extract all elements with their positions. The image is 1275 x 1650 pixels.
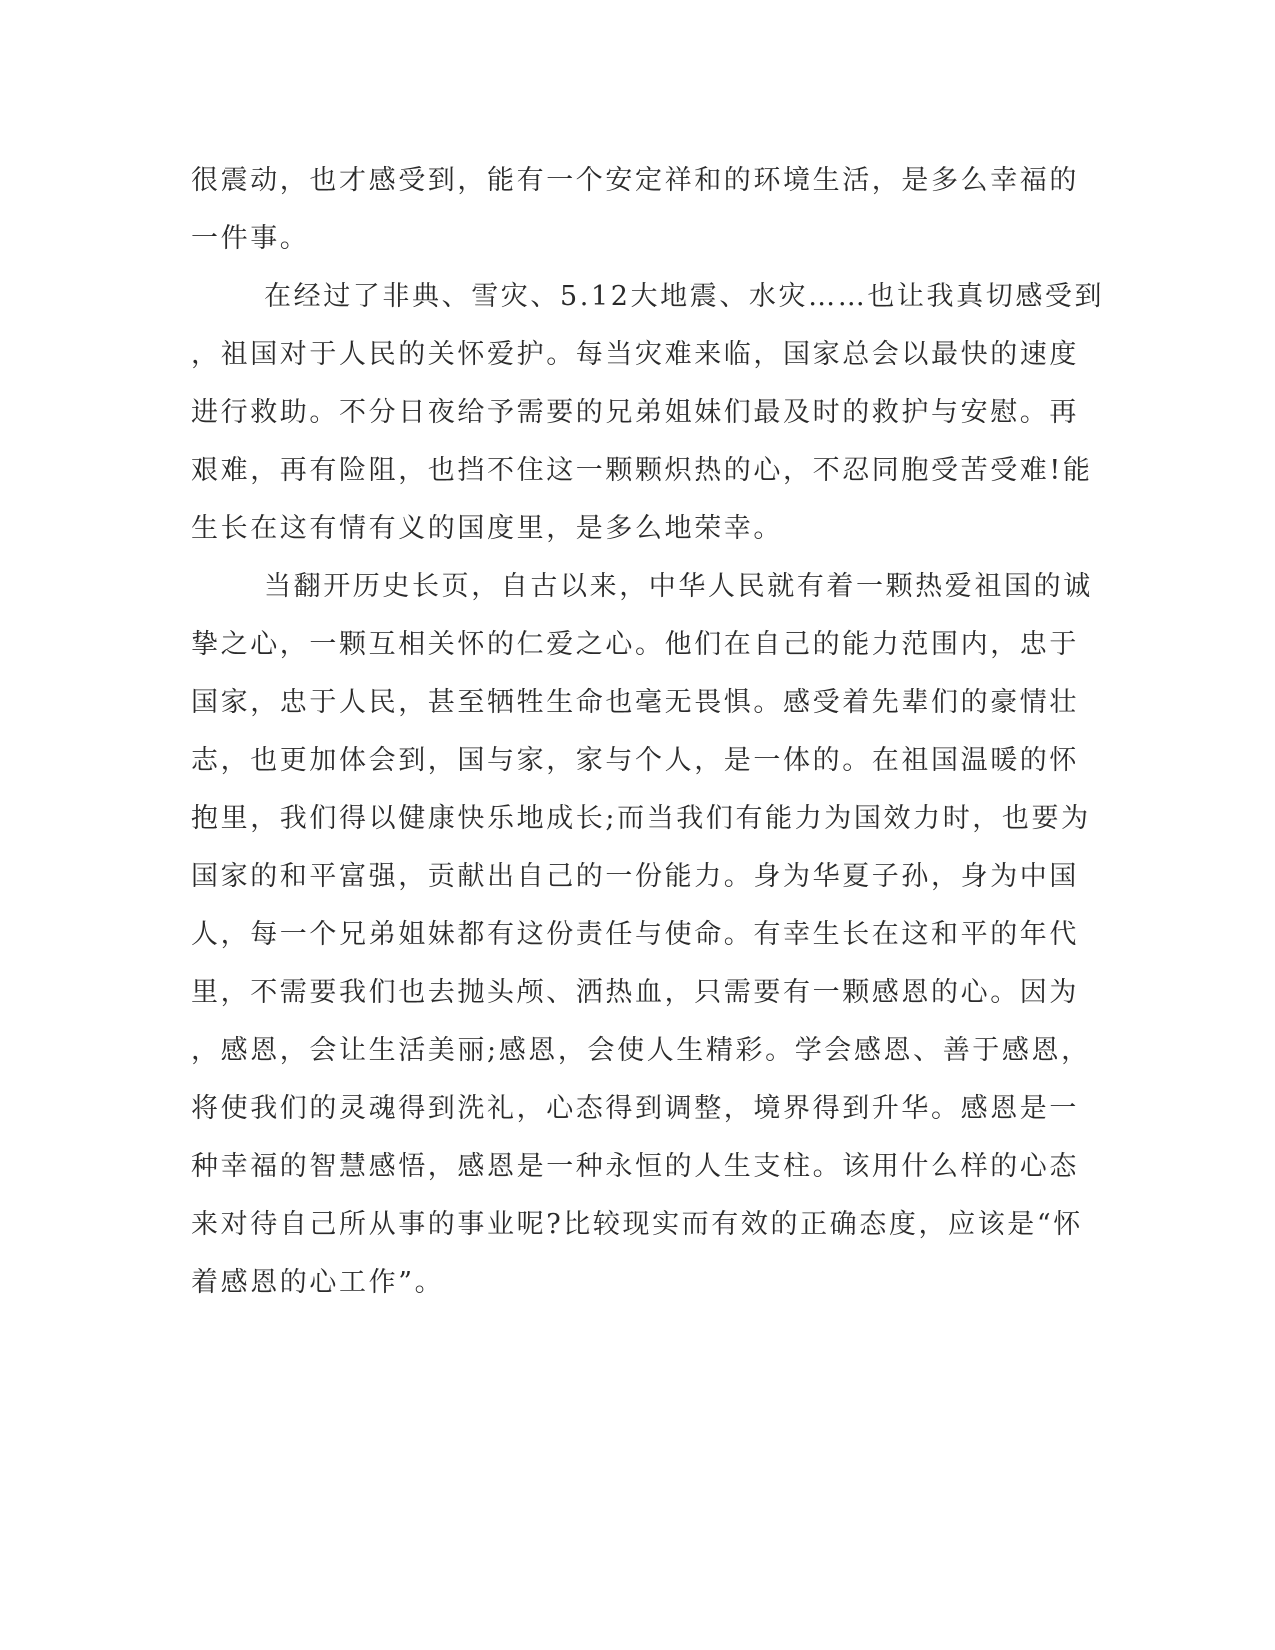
text-line: 挚之心，一颗互相关怀的仁爱之心。他们在自己的能力范围内，忠于 <box>191 629 1079 660</box>
text-line: 将使我们的灵魂得到洗礼，心态得到调整，境界得到升华。感恩是一 <box>191 1093 1079 1124</box>
text-line: 种幸福的智慧感悟，感恩是一种永恒的人生支柱。该用什么样的心态 <box>191 1151 1079 1182</box>
text-line: 志，也更加体会到，国与家，家与个人，是一体的。在祖国温暖的怀 <box>191 745 1079 776</box>
text-line: 艰难，再有险阻，也挡不住这一颗颗炽热的心，不忍同胞受苦受难!能 <box>191 455 1093 486</box>
text-line: 抱里，我们得以健康快乐地成长;而当我们有能力为国效力时，也要为 <box>191 803 1091 834</box>
paragraph-first-line: 当翻开历史长页，自古以来，中华人民就有着一颗热爱祖国的诚 <box>264 571 1093 602</box>
text-line: 一件事。 <box>191 223 310 254</box>
text-line: 进行救助。不分日夜给予需要的兄弟姐妹们最及时的救护与安慰。再 <box>191 397 1079 428</box>
text-line: 生长在这有情有义的国度里，是多么地荣幸。 <box>191 513 783 544</box>
paragraph-first-line: 在经过了非典、雪灾、5.12大地震、水灾……也让我真切感受到 <box>264 281 1105 312</box>
text-line: 人，每一个兄弟姐妹都有这份责任与使命。有幸生长在这和平的年代 <box>191 919 1079 950</box>
text-line: 国家，忠于人民，甚至牺牲生命也毫无畏惧。感受着先辈们的豪情壮 <box>191 687 1079 718</box>
text-line: ，祖国对于人民的关怀爱护。每当灾难来临，国家总会以最快的速度 <box>191 339 1079 370</box>
text-line: 来对待自己所从事的事业呢?比较现实而有效的正确态度，应该是“怀 <box>191 1209 1083 1240</box>
text-line: 国家的和平富强，贡献出自己的一份能力。身为华夏子孙，身为中国 <box>191 861 1079 892</box>
text-line: 着感恩的心工作”。 <box>191 1267 445 1298</box>
text-line: 很震动，也才感受到，能有一个安定祥和的环境生活，是多么幸福的 <box>191 165 1079 196</box>
text-line: 里，不需要我们也去抛头颅、洒热血，只需要有一颗感恩的心。因为 <box>191 977 1079 1008</box>
text-line: ，感恩，会让生活美丽;感恩，会使人生精彩。学会感恩、善于感恩， <box>191 1035 1091 1066</box>
